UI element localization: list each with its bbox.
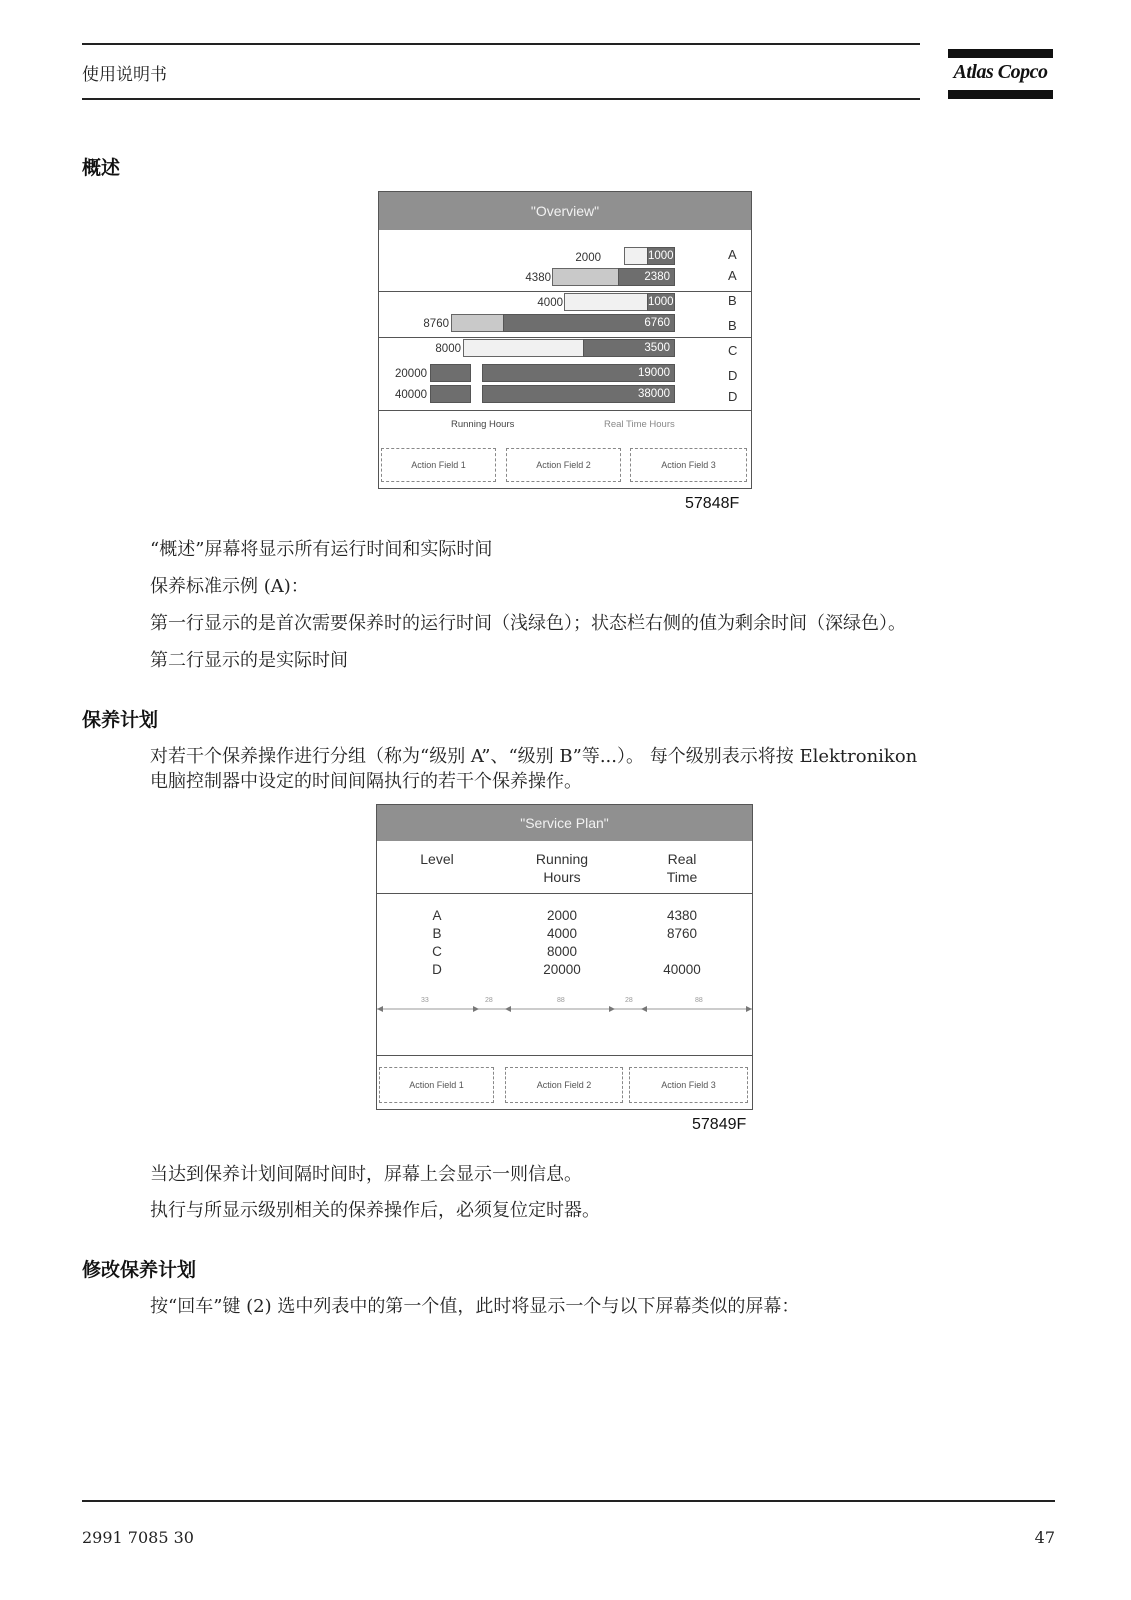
service-plan-action-field-1[interactable]: Action Field 1 [379,1067,494,1103]
service-plan-screen-title: "Service Plan" [377,805,752,841]
service-plan-figure-id: 57849F [692,1116,747,1133]
service-plan-level-c: C [432,944,442,959]
overview-paragraph-1: “概述”屏幕将显示所有运行时间和实际时间 [150,539,493,560]
overview-legend-running: Running Hours [451,419,515,430]
overview-figure-id: 57848F [685,495,740,512]
service-plan-running-d: 20000 [543,962,581,977]
overview-row-5-level: C [728,343,738,358]
overview-row-2-level: A [728,268,737,283]
service-plan-dim-2: 28 [485,997,493,1004]
overview-bar-5-light [463,339,584,357]
section-heading-modify-service-plan: 修改保养计划 [82,1259,197,1281]
service-plan-dim-3: 88 [557,997,565,1004]
overview-bar-5-dark: 3500 [583,339,675,357]
service-plan-real-b: 8760 [666,926,698,941]
overview-paragraph-2: 保养标准示例 (A)： [150,576,309,597]
service-plan-level-a: A [432,908,442,923]
service-plan-running-b: 4000 [546,926,578,941]
overview-bar-2-dark: 2380 [618,268,675,286]
overview-bar-7-left [430,385,471,403]
overview-bar-2-light [552,268,619,286]
service-plan-level-b: B [432,926,442,941]
overview-bar-1-light [624,247,648,265]
header-top-rule [82,43,920,45]
overview-divider-2 [379,337,751,338]
service-plan-col-running-2: Hours [543,869,581,885]
overview-paragraph-4: 第二行显示的是实际时间 [150,650,348,671]
service-plan-intro-line-1: 对若干个保养操作进行分组（称为“级别 A”、“级别 B”等...）。 每个级别表示将按 Elektronikon [150,746,918,767]
overview-paragraph-3: 第一行显示的是首次需要保养时的运行时间（浅绿色）；状态栏右侧的值为剩余时间（深绿色）。 [150,613,906,634]
service-plan-running-c: 8000 [546,944,578,959]
overview-bar-1-dark: 1000 [647,247,675,265]
service-plan-header-divider [377,893,752,894]
overview-bar-3-dark: 1000 [647,293,675,311]
overview-row-6-left: 20000 [395,368,427,380]
overview-row-1-level: A [728,247,737,262]
overview-row-2-left: 4380 [525,272,551,284]
overview-row-4-left: 8760 [423,318,449,330]
service-plan-level-d: D [432,962,442,977]
overview-row-4-level: B [728,318,737,333]
overview-row-6-level: D [728,368,738,383]
service-plan-footer-divider [377,1055,752,1056]
service-plan-paragraph-2: 执行与所显示级别相关的保养操作后，必须复位定时器。 [150,1200,600,1221]
service-plan-dim-1: 33 [421,997,429,1004]
service-plan-col-real-2: Time [666,869,698,885]
overview-row-7-left: 40000 [395,389,427,401]
service-plan-intro-line-2: 电脑控制器中设定的时间间隔执行的若干个保养操作。 [150,771,582,792]
overview-row-5-left: 8000 [435,343,461,355]
atlas-copco-logo: Atlas Copco [948,49,1053,100]
overview-bar-6-left [430,364,471,382]
overview-action-field-1[interactable]: Action Field 1 [381,448,496,482]
overview-action-field-3[interactable]: Action Field 3 [630,448,747,482]
overview-bar-4-dark: 6760 [503,314,675,332]
section-heading-overview: 概述 [82,157,121,179]
service-plan-screen [376,804,753,1110]
service-plan-dim-5: 88 [695,997,703,1004]
footer-page-number: 47 [1034,1528,1055,1547]
overview-bar-7-dark: 38000 [482,385,675,403]
service-plan-dimension-line [377,1003,752,1015]
overview-bar-6-dark: 19000 [482,364,675,382]
service-plan-col-running-1: Running [535,851,589,867]
header-bottom-rule [82,98,920,100]
overview-row-7-level: D [728,389,738,404]
service-plan-col-level: Level [420,851,454,867]
service-plan-real-a: 4380 [666,908,698,923]
footer-rule [82,1500,1055,1502]
section-heading-service-plan: 保养计划 [82,709,159,731]
service-plan-dim-4: 28 [625,997,633,1004]
footer-doc-number: 2991 7085 30 [82,1528,194,1547]
overview-legend-real: Real Time Hours [604,419,675,430]
overview-screen [378,191,752,489]
overview-row-3-level: B [728,293,737,308]
overview-bar-3-light [564,293,648,311]
modify-paragraph: 按“回车”键 (2) 选中列表中的第一个值，此时将显示一个与以下屏幕类似的屏幕： [150,1296,800,1317]
overview-action-field-2[interactable]: Action Field 2 [506,448,621,482]
overview-screen-title: "Overview" [379,192,751,230]
service-plan-running-a: 2000 [546,908,578,923]
overview-divider-1 [379,291,751,292]
service-plan-real-d: 40000 [663,962,701,977]
service-plan-action-field-2[interactable]: Action Field 2 [505,1067,623,1103]
overview-row-3-left: 4000 [537,297,563,309]
service-plan-action-field-3[interactable]: Action Field 3 [629,1067,748,1103]
service-plan-col-real-1: Real [667,851,697,867]
overview-row-1-left: 2000 [575,252,601,264]
service-plan-paragraph-1: 当达到保养计划间隔时间时，屏幕上会显示一则信息。 [150,1164,582,1185]
header-title: 使用说明书 [82,65,167,85]
overview-bar-4-light [451,314,504,332]
overview-divider-3 [379,410,751,411]
